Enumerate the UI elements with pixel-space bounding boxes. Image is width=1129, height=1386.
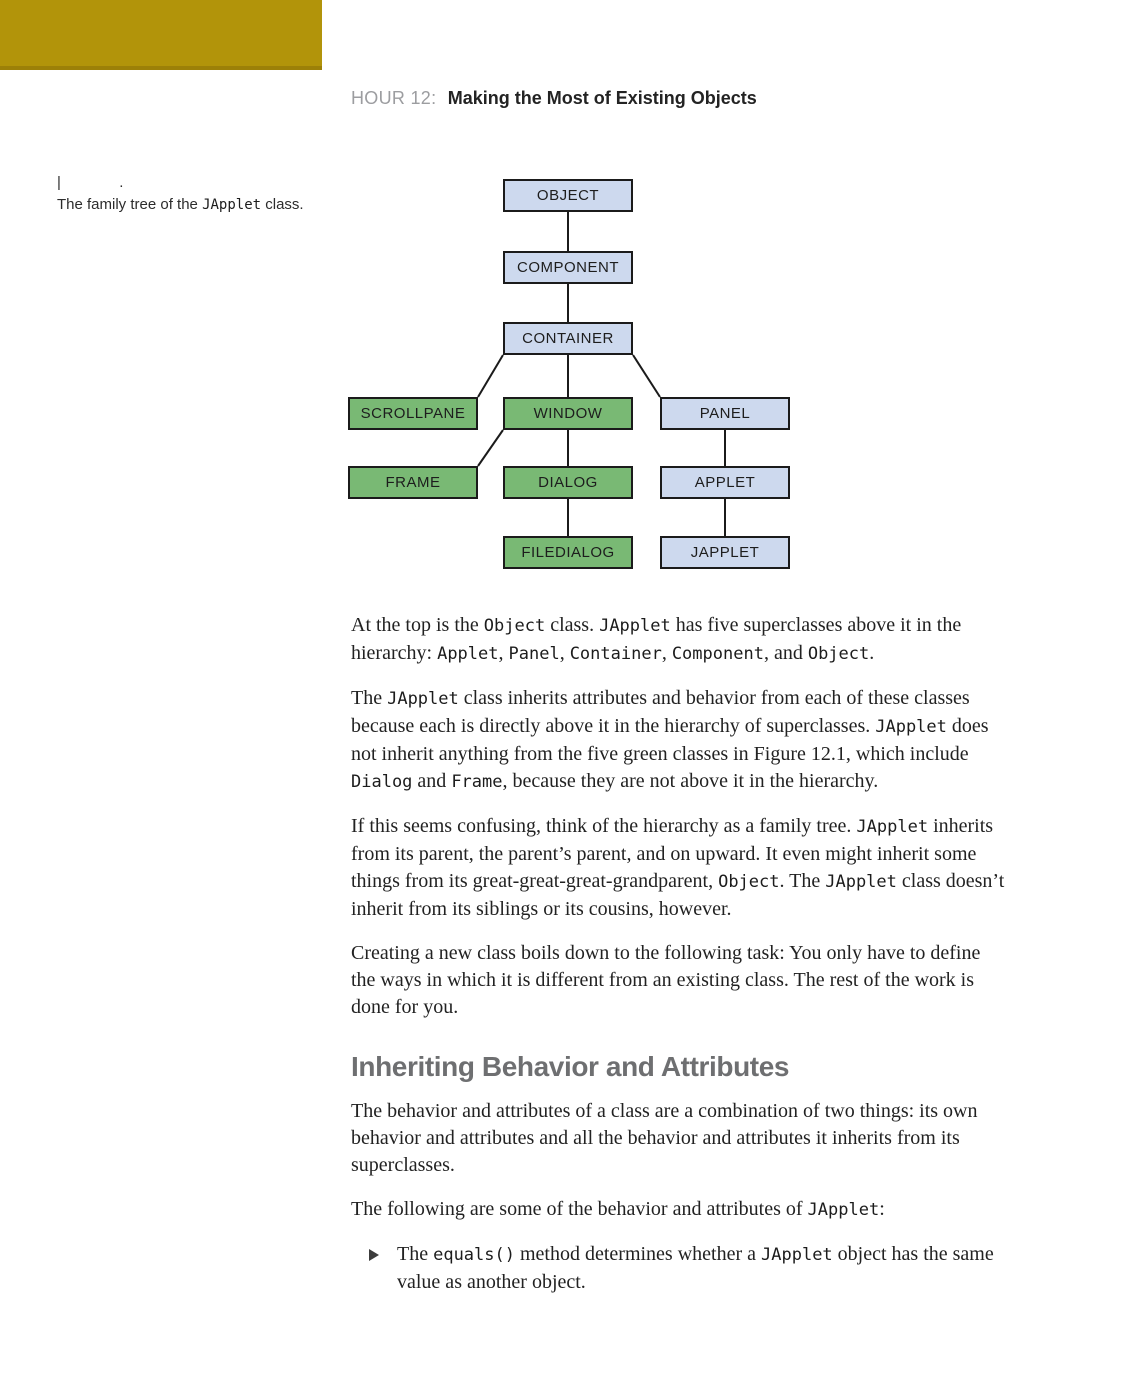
diagram-node-object: OBJECT (503, 179, 633, 212)
bullet-text: The equals() method determines whether a JApplet object has the same value as another object. (397, 1243, 994, 1293)
paragraph: Creating a new class boils down to the following task: You only have to define the ways in which it is different from an existing class. The rest of the work is done for you. (351, 942, 981, 1018)
class-hierarchy-diagram (348, 179, 790, 571)
diagram-node-component: COMPONENT (503, 251, 633, 284)
diagram-node-filedialog: FILEDIALOG (503, 536, 633, 569)
diagram-node-frame: FRAME (348, 466, 478, 499)
diagram-node-panel: PANEL (660, 397, 790, 430)
diagram-connector-lines (348, 179, 790, 571)
paragraph: At the top is the Object class. JApplet has five superclasses above it in the hierarchy: Applet, Panel, Container, Component, and Object. (351, 614, 962, 664)
figure-caption-text: The family tree of the JApplet class. (57, 196, 304, 213)
section-heading: Inheriting Behavior and Attributes (351, 1051, 790, 1082)
running-head-title: Making the Most of Existing Objects (447, 88, 757, 108)
list-item (351, 1241, 1007, 1296)
paragraph: The JApplet class inherits attributes and behavior from each of these classes because each is directly above it in the hierarchy of superclasses. JApplet does not inherit anything from the five green classes in Figure 12.1, which include Dialog and Frame, because they are not above it in the hierarchy. (351, 687, 989, 792)
paragraph: If this seems confusing, think of the hierarchy as a family tree. JApplet inherits from its parent, the parent’s parent, and on upward. It even might inherit some things from its great-great-great-grandparent, Object. The JApplet class doesn’t inherit from its siblings or its cousins, however. (351, 815, 1005, 920)
diagram-node-japplet: JAPPLET (660, 536, 790, 569)
bullet-triangle-icon (369, 1241, 397, 1296)
figure-caption-label: | . (57, 174, 124, 191)
paragraph: The behavior and attributes of a class are a combination of two things: its own behavior and attributes and all the behavior and attributes it inherits from its superclasses. (351, 1100, 978, 1176)
running-head (351, 88, 757, 109)
chapter-gold-bar (0, 0, 322, 70)
diagram-node-applet: APPLET (660, 466, 790, 499)
body-text-column (351, 612, 1007, 1310)
running-head-hour: HOUR 12: (351, 88, 437, 108)
diagram-node-dialog: DIALOG (503, 466, 633, 499)
bullet-list (351, 1241, 1007, 1296)
diagram-node-container: CONTAINER (503, 322, 633, 355)
paragraph: The following are some of the behavior and attributes of JApplet: (351, 1198, 885, 1220)
diagram-node-scrollpane: SCROLLPANE (348, 397, 478, 430)
figure-caption (57, 173, 307, 215)
diagram-node-window: WINDOW (503, 397, 633, 430)
